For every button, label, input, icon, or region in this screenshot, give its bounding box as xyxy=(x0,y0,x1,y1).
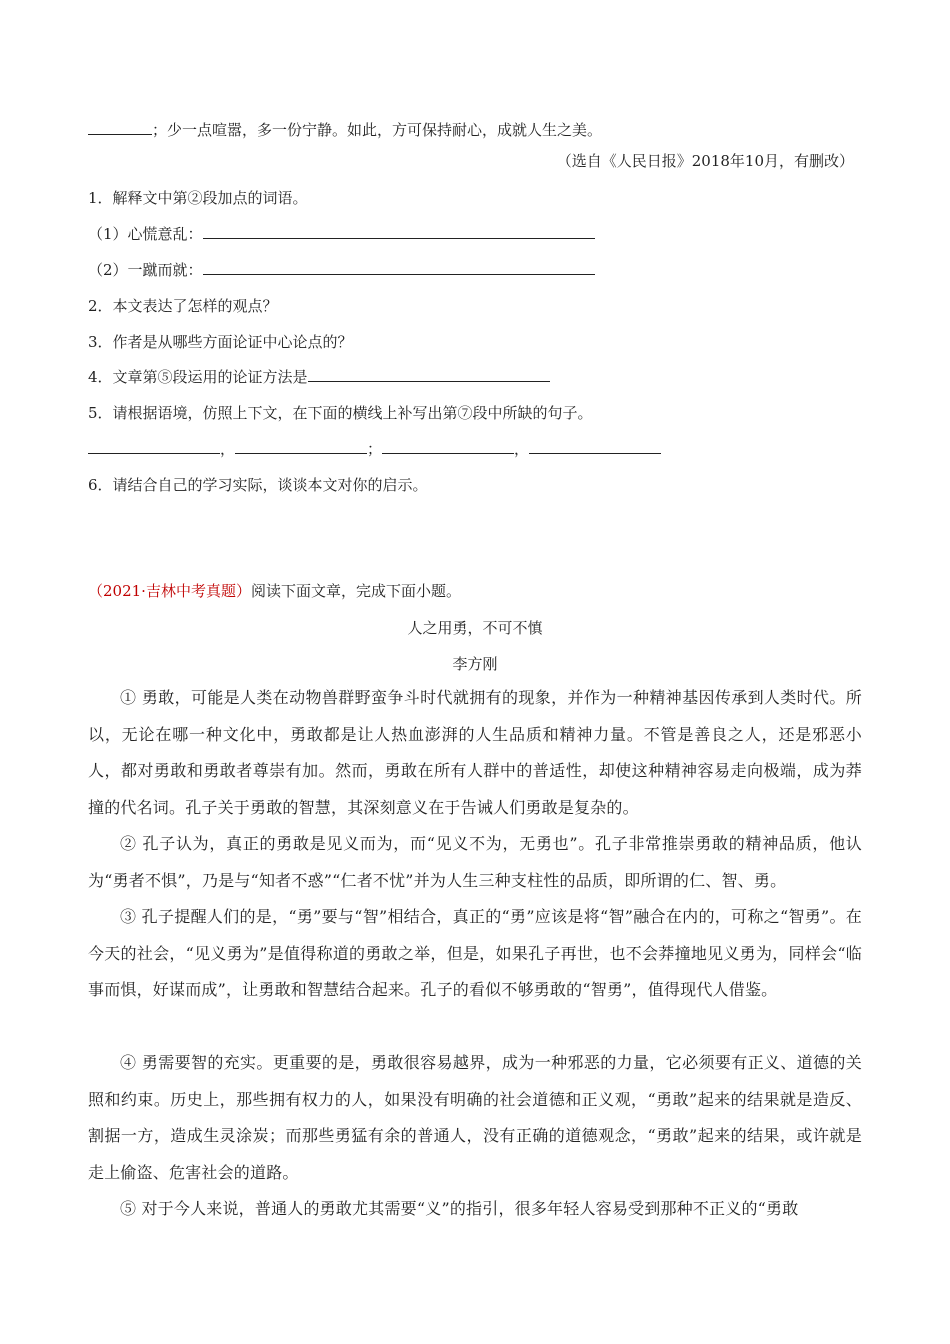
paragraph-1: ① 勇敢，可能是人类在动物兽群野蛮争斗时代就拥有的现象，并作为一种精神基因传承到人类时代。所以，无论在哪一种文化中，勇敢都是让人热血澎湃的人生品质和精神力量。不管是善良之人，还是邪恶小人，都对勇敢和勇敢者尊崇有加。然而，勇敢在所有人群中的普适性，却使这种精神容易走向极端，成为莽撞的代名词。孔子关于勇敢的智慧，其深刻意义在于告诫人们勇敢是复杂的。 xyxy=(88,688,862,817)
separator: ， xyxy=(220,440,236,458)
answer-blank[interactable] xyxy=(235,439,367,454)
question-3: 3．作者是从哪些方面论证中心论点的？ xyxy=(88,333,353,351)
separator: ； xyxy=(367,440,383,458)
question-5-blanks xyxy=(88,439,661,459)
section-intro xyxy=(88,581,461,601)
top-fragment xyxy=(88,120,602,140)
paragraph-2: ② 孔子认为，真正的勇敢是见义而为，而“见义不为，无勇也”。孔子非常推崇勇敢的精神品质，他认为“勇者不惧”，乃是与“知者不惑”“仁者不忧”并为人生三种支柱性的品质，即所谓的仁、智、勇。 xyxy=(88,834,862,890)
question-2: 2．本文表达了怎样的观点？ xyxy=(88,297,278,315)
answer-blank[interactable] xyxy=(382,439,514,454)
exam-source-tag: （2021·吉林中考真题） xyxy=(88,582,251,600)
top-fragment-text: ；少一点喧嚣，多一份宁静。如此，方可保持耐心，成就人生之美。 xyxy=(152,121,603,139)
answer-blank[interactable] xyxy=(308,367,550,382)
question-5: 5．请根据语境，仿照上下文，在下面的横线上补写出第⑦段中所缺的句子。 xyxy=(88,404,593,422)
answer-blank[interactable] xyxy=(203,224,595,239)
question-1-2-label: （2）一蹴而就： xyxy=(88,261,203,279)
question-1: 1．解释文中第②段加点的词语。 xyxy=(88,189,308,207)
paragraph-5: ⑤ 对于今人来说，普通人的勇敢尤其需要“义”的指引，很多年轻人容易受到那种不正义的“勇敢 xyxy=(120,1199,799,1218)
question-4 xyxy=(88,367,550,387)
article-author: 李方刚 xyxy=(452,655,498,673)
paragraph-3: ③ 孔子提醒人们的是，“勇”要与“智”相结合，真正的“勇”应该是将“智”融合在内的，可称之“智勇”。在今天的社会，“见义勇为”是值得称道的勇敢之举，但是，如果孔子再世，也不会莽撞地见义勇为，同样会“临事而惧，好谋而成”，让勇敢和智慧结合起来。孔子的看似不够勇敢的“智勇”，值得现代人借鉴。 xyxy=(88,907,862,999)
answer-blank[interactable] xyxy=(529,439,661,454)
question-6: 6．请结合自己的学习实际，谈谈本文对你的启示。 xyxy=(88,476,428,494)
question-1-1 xyxy=(88,224,595,244)
question-4-label: 4．文章第⑤段运用的论证方法是 xyxy=(88,368,308,386)
paragraph-4: ④ 勇需要智的充实。更重要的是，勇敢很容易越界，成为一种邪恶的力量，它必须要有正义、道德的关照和约束。历史上，那些拥有权力的人，如果没有明确的社会道德和正义观，“勇敢”起来的结果就是造反、割据一方，造成生灵涂炭；而那些勇猛有余的普通人，没有正确的道德观念，“勇敢”起来的结果，或许就是走上偷盗、危害社会的道路。 xyxy=(88,1053,862,1182)
source-note: （选自《人民日报》2018年10月，有删改） xyxy=(556,152,854,170)
question-1-1-label: （1）心慌意乱： xyxy=(88,225,203,243)
separator: ， xyxy=(514,440,530,458)
article-title: 人之用勇，不可不慎 xyxy=(407,619,543,637)
answer-blank[interactable] xyxy=(88,120,152,135)
answer-blank[interactable] xyxy=(203,260,595,275)
section-instruction: 阅读下面文章，完成下面小题。 xyxy=(250,582,461,600)
question-1-2 xyxy=(88,260,595,280)
answer-blank[interactable] xyxy=(88,439,220,454)
